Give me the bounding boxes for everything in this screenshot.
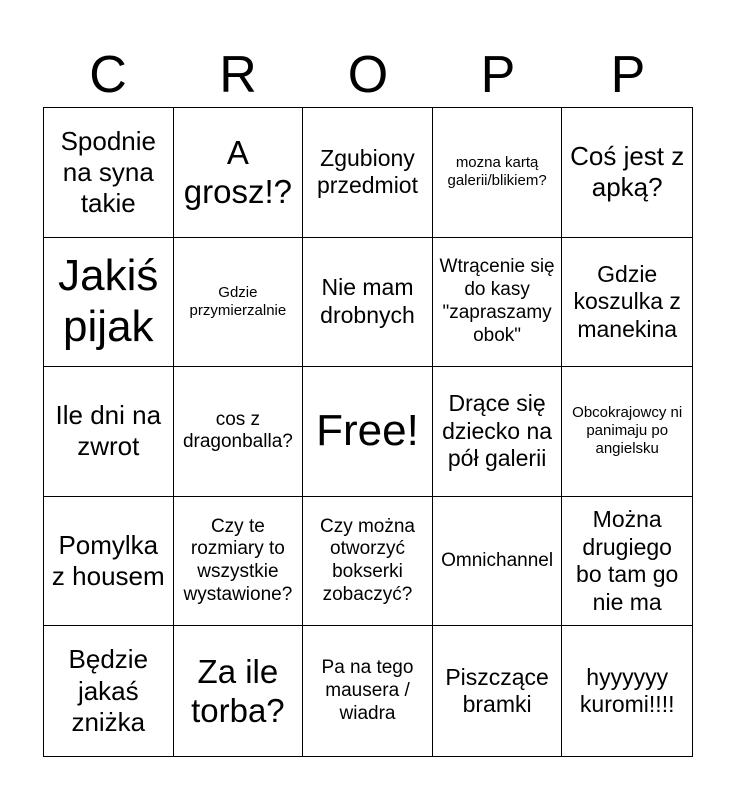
bingo-cell[interactable]: Można drugiego bo tam go nie ma [562,497,692,627]
bingo-cell[interactable]: Pomylka z housem [44,497,174,627]
bingo-cell[interactable]: Pa na tego mausera / wiadra [303,626,433,756]
bingo-cell[interactable]: Spodnie na syna takie [44,108,174,238]
bingo-header [43,44,693,106]
bingo-cell[interactable]: Zgubiony przedmiot [303,108,433,238]
bingo-cell[interactable]: hyyyyyy kuromi!!!! [579,663,675,718]
bingo-cell[interactable]: Za ile torba? [174,626,304,756]
free-space-cell[interactable]: Free! [303,367,433,497]
bingo-cell[interactable]: Nie mam drobnych [303,238,433,368]
bingo-cell[interactable]: Czy te rozmiary to wszystkie wystawione? [174,497,304,627]
bingo-cell[interactable]: A grosz!? [174,108,304,238]
bingo-board [43,107,693,757]
bingo-cell[interactable]: Jakiś pijak [44,238,174,368]
bingo-cell[interactable]: Drące się dziecko na pół galerii [433,367,563,497]
header-letter-p: P [480,46,516,104]
bingo-cell[interactable]: Obcokrajowcy ni panimaju po angielsku [562,367,692,497]
header-letter-c: C [89,46,127,104]
bingo-cell[interactable]: Coś jest z apką? [562,108,692,238]
bingo-cell[interactable]: cos z dragonballa? [174,367,304,497]
header-letter-p-2: P [610,46,646,104]
bingo-cell[interactable]: Piszczące bramki [433,626,563,756]
bingo-cell[interactable]: Omnichannel [433,497,563,627]
bingo-cell[interactable]: Ile dni na zwrot [44,367,174,497]
bingo-cell[interactable]: Będzie jakaś zniżka [44,626,174,756]
bingo-cell[interactable]: Czy można otworzyć bokserki zobaczyć? [303,497,433,627]
bingo-cell[interactable]: Gdzie przymierzalnie [174,238,304,368]
bingo-cell[interactable]: mozna kartą galerii/blikiem? [433,108,563,238]
bingo-cell[interactable]: Wtrącenie się do kasy "zapraszamy obok" [433,238,563,368]
bingo-cell[interactable]: Gdzie koszulka z manekina [562,238,692,368]
header-letter-o: O [347,46,389,104]
header-letter-r: R [219,46,257,104]
